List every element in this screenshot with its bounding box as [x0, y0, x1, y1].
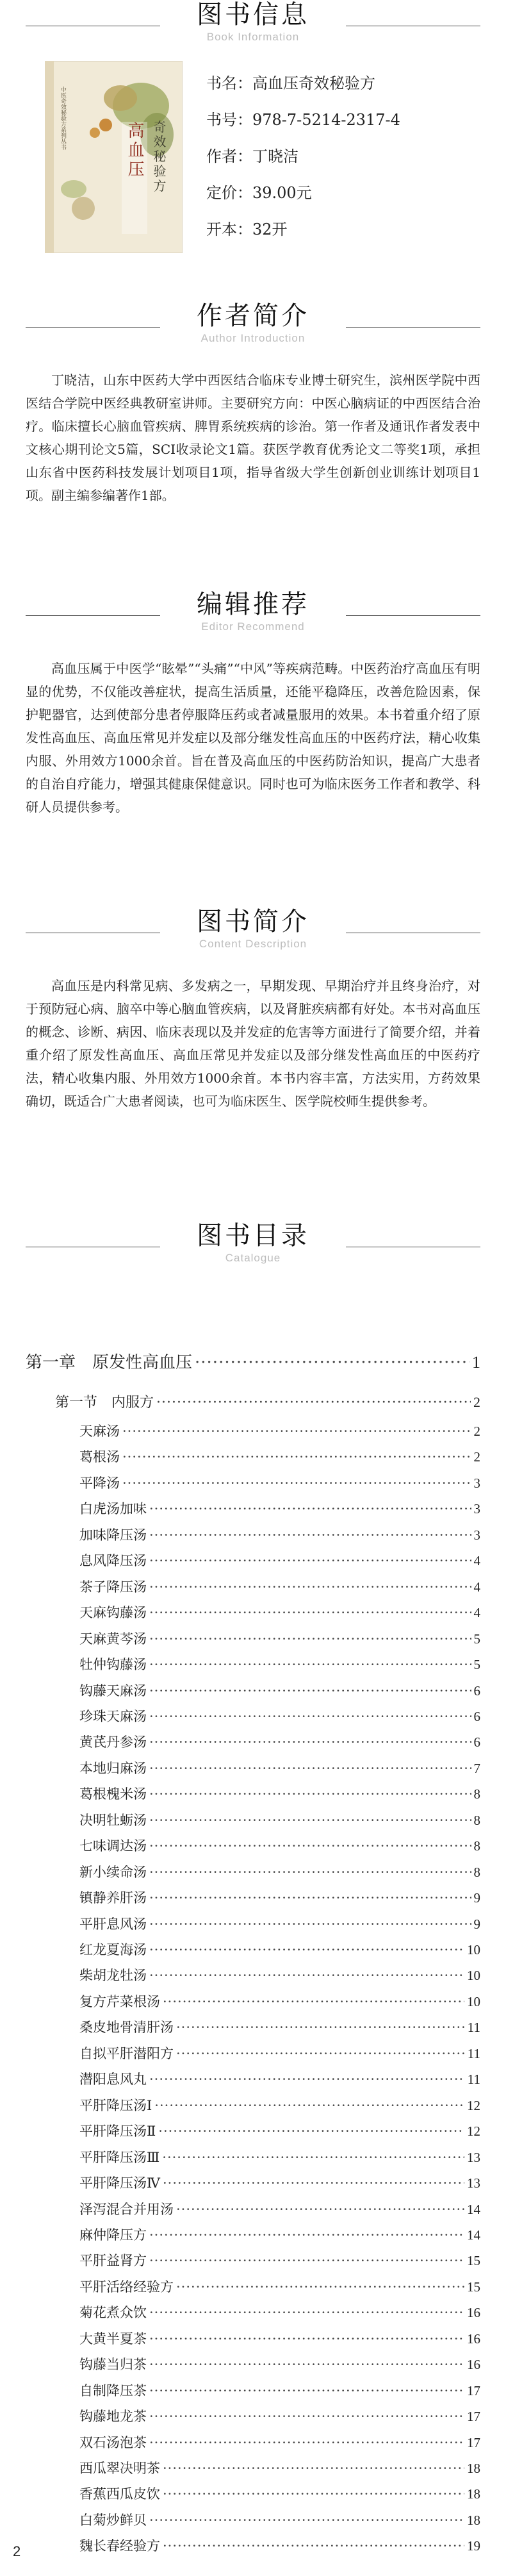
toc-entry: [79, 1602, 480, 1622]
toc-entry-page: 10: [467, 1968, 480, 1984]
toc-entry-title: 决明牡蛎汤: [79, 1812, 147, 1828]
toc-entry: [79, 2510, 480, 2529]
toc-leader-dots: [149, 1631, 471, 1647]
toc-entry: [79, 1888, 480, 1907]
toc-entry-page: 19: [467, 2538, 480, 2554]
toc-entry: [79, 2329, 480, 2348]
toc-entry-page: 3: [473, 1501, 480, 1517]
toc-entry-page: 17: [467, 2382, 480, 2398]
toc-leader-dots: [149, 1813, 471, 1828]
toc-entry-page: 11: [467, 2045, 480, 2061]
toc-entry-page: 5: [473, 1657, 480, 1673]
toc-entry-title: 镇静养肝汤: [79, 1890, 147, 1906]
toc-entry-page: 11: [467, 2072, 480, 2088]
toc-section: [55, 1392, 480, 1411]
toc-leader-dots: [149, 1890, 471, 1906]
toc-entry-page: 9: [473, 1890, 480, 1906]
toc-leader-dots: [162, 2150, 464, 2165]
section-title: 图书信息: [197, 0, 309, 29]
toc-entry-title: 平肝降压汤Ⅱ: [79, 2123, 156, 2140]
toc-entry-page: 18: [467, 2461, 480, 2476]
toc-entry-page: 18: [467, 2512, 480, 2528]
toc-entry-page: 6: [473, 1708, 480, 1724]
toc-entry: [79, 2302, 480, 2322]
toc-entry-page: 15: [467, 2253, 480, 2269]
toc-entry: [79, 1914, 480, 1933]
toc-entry-page: 4: [473, 1553, 480, 1569]
toc-entry-page: 13: [467, 2149, 480, 2165]
book-name: 书名：高血压奇效秘验方: [206, 74, 375, 92]
section-header-content: [0, 907, 506, 952]
toc-entry-page: 3: [473, 1527, 480, 1543]
toc-entry-title: 黄芪丹参汤: [79, 1734, 147, 1750]
toc-entry-title: 自拟平肝潜阳方: [79, 2045, 174, 2061]
toc-entry: [79, 2199, 480, 2218]
toc-entry-title: 钩藤当归茶: [79, 2357, 147, 2373]
toc-entry-title: 魏长春经验方: [79, 2538, 160, 2554]
toc-entry-title: 平肝降压汤Ⅰ: [79, 2097, 152, 2113]
toc-entry: [79, 1421, 480, 1440]
toc-leader-dots: [149, 1916, 471, 1932]
toc-leader-dots: [122, 1475, 471, 1491]
toc-entry: [79, 1836, 480, 1855]
book-format: 开本：32开: [206, 220, 288, 238]
toc-leader-dots: [158, 2123, 464, 2139]
book-cover-image: [45, 61, 183, 253]
toc-entry: [79, 2173, 480, 2192]
toc-entry-title: 葛根槐米汤: [79, 1786, 147, 1802]
cover-title-sub: 奇效秘验方: [151, 120, 167, 194]
toc-leader-dots: [149, 1761, 471, 1776]
section-subtitle: Catalogue: [225, 1252, 281, 1264]
section-title: 编辑推荐: [197, 590, 309, 619]
section-header-catalogue: [0, 1221, 506, 1266]
toc-entry-title: 西瓜翠决明茶: [79, 2461, 160, 2476]
section-header-editor: [0, 590, 506, 635]
toc-entry: [79, 1577, 480, 1596]
toc-entry-title: 葛根汤: [79, 1449, 120, 1465]
toc-leader-dots: [163, 2175, 464, 2191]
section-subtitle: Book Information: [206, 31, 300, 43]
toc-entry-title: 大黄半夏茶: [79, 2331, 147, 2347]
editor-recommend-text: 高血压属于中医学“眩晕”“头痛”“中风”等疾病范畴。中医药治疗高血压有明显的优势，不仅能改善症状，提高生活质量，还能平稳降压，改善危险因素，保护靶器官，达到使部分患者停服降压药或者减量服用的效果。本书着重介绍了原发性高血压、高血压常见并发症以及部分继发性高血压的中医药疗法，精心收集内服、外用效方1000余首。旨在普及高血压的中医药防治知识，提高广大患者的自治自疗能力，增强其健康保健意识。同时也可为临床医务工作者和教学、科研人员提供参考。: [26, 661, 480, 815]
toc-entry-page: 2: [473, 1449, 480, 1465]
toc-entry-title: 白菊炒鲜贝: [79, 2512, 147, 2528]
toc-entry-title: 香蕉西瓜皮饮: [79, 2486, 160, 2502]
toc-entry-title: 平肝活络经验方: [79, 2279, 174, 2295]
toc-entry-title: 复方芹菜根汤: [79, 1993, 160, 2009]
toc-leader-dots: [149, 2513, 464, 2528]
toc-entry-page: 17: [467, 2409, 480, 2425]
toc-entry-page: 6: [473, 1683, 480, 1699]
toc-entry-page: 4: [473, 1605, 480, 1621]
toc-entry-page: 12: [467, 2097, 480, 2113]
toc-chapter: [26, 1349, 480, 1373]
toc-entry: [79, 1473, 480, 1492]
toc-entry-title: 牡仲钩藤汤: [79, 1657, 147, 1673]
toc-entry: [79, 2381, 480, 2400]
toc-entry-title: 平肝益肾方: [79, 2253, 147, 2269]
toc-leader-dots: [149, 2383, 464, 2398]
toc-leader-dots: [154, 2098, 464, 2113]
toc-entry-title: 本地归麻汤: [79, 1760, 147, 1776]
toc-leader-dots: [149, 2331, 464, 2347]
toc-entry-page: 3: [473, 1475, 480, 1491]
toc-entry-title: 茶子降压汤: [79, 1579, 147, 1595]
toc-entry-title: 新小续命汤: [79, 1864, 147, 1880]
cover-title-main: 高血压: [125, 122, 144, 179]
toc-entry-title: 桑皮地骨清肝汤: [79, 2020, 174, 2036]
toc-entry-page: 4: [473, 1579, 480, 1595]
toc-entry: [79, 1681, 480, 1700]
toc-entry-page: 10: [467, 1942, 480, 1957]
toc-leader-dots: [149, 2227, 464, 2243]
toc-leader-dots: [149, 2253, 464, 2268]
toc-leader-dots: [149, 1786, 471, 1802]
toc-leader-dots: [149, 1501, 471, 1517]
toc-leader-dots: [149, 1734, 471, 1750]
toc-entry: [79, 2536, 480, 2555]
toc-entry: [79, 1706, 480, 1725]
toc-entry-title: 平降汤: [79, 1475, 120, 1491]
toc-leader-dots: [149, 1838, 471, 1854]
toc-entry-page: 18: [467, 2486, 480, 2502]
toc-entry-page: 11: [467, 2020, 480, 2036]
toc-entry: [79, 1732, 480, 1751]
toc-entry: [79, 2095, 480, 2115]
toc-leader-dots: [163, 2486, 464, 2502]
toc-entry: [79, 1629, 480, 1648]
toc-entry-title: 七味调达汤: [79, 1838, 147, 1854]
book-author: 作者：丁晓洁: [206, 147, 298, 165]
toc-leader-dots: [122, 1424, 471, 1439]
toc-entry-title: 菊花煮众饮: [79, 2305, 147, 2321]
toc-leader-dots: [149, 2072, 465, 2087]
toc-entry-page: 2: [473, 1394, 480, 1410]
toc-leader-dots: [149, 1605, 471, 1620]
toc-entry-page: 13: [467, 2175, 480, 2191]
toc-entry-title: 息风降压汤: [79, 1553, 147, 1569]
toc-leader-dots: [122, 1449, 471, 1465]
toc-entry-title: 天麻钩藤汤: [79, 1605, 147, 1621]
toc-entry-page: 6: [473, 1734, 480, 1750]
toc-leader-dots: [163, 1994, 464, 2009]
toc-entry: [79, 1810, 480, 1829]
toc-entry-page: 8: [473, 1812, 480, 1828]
toc-leader-dots: [149, 1683, 471, 1699]
toc-leader-dots: [156, 1395, 471, 1411]
toc-leader-dots: [195, 1353, 469, 1372]
toc-entry: [79, 1447, 480, 1466]
section-title: 图书目录: [197, 1221, 309, 1251]
toc-entry-page: 14: [467, 2227, 480, 2243]
toc-entry: [79, 2406, 480, 2425]
toc-leader-dots: [149, 1968, 464, 1983]
page-number: 2: [13, 2543, 21, 2559]
toc-entry: [79, 2458, 480, 2477]
toc-entry-page: 12: [467, 2123, 480, 2140]
toc-entry: [79, 1525, 480, 1544]
toc-entry: [79, 2250, 480, 2270]
section-subtitle: Editor Recommend: [201, 620, 305, 633]
toc-entry: [79, 2484, 480, 2503]
toc-entry-page: 8: [473, 1786, 480, 1802]
toc-entry-title: 麻仲降压方: [79, 2227, 147, 2243]
toc-entry-title: 钩藤天麻汤: [79, 1683, 147, 1699]
toc-entry-title: 双石汤泡茶: [79, 2434, 147, 2450]
toc-entry-title: 平肝降压汤Ⅲ: [79, 2149, 160, 2165]
book-price: 定价：39.00元: [206, 184, 312, 202]
toc-leader-dots: [149, 2435, 464, 2450]
toc-entry: [79, 1550, 480, 1570]
toc-leader-dots: [149, 2305, 464, 2320]
toc-entry-title: 天麻黄芩汤: [79, 1631, 147, 1647]
toc-entry-title: 红龙夏海汤: [79, 1942, 147, 1957]
toc-entry-page: 8: [473, 1864, 480, 1880]
toc-entry-page: 1: [472, 1353, 480, 1372]
toc-entry: [79, 1940, 480, 1959]
toc-entry-page: 17: [467, 2434, 480, 2450]
toc-entry: [79, 2277, 480, 2296]
toc-entry-page: 16: [467, 2357, 480, 2373]
toc-entry-title: 自制降压茶: [79, 2382, 147, 2398]
toc-leader-dots: [149, 1657, 471, 1672]
toc-entry: [79, 2069, 480, 2088]
toc-entry-page: 16: [467, 2305, 480, 2321]
toc-entry: [79, 1784, 480, 1803]
toc-entry: [79, 1654, 480, 1674]
toc-leader-dots: [163, 2461, 464, 2476]
toc-entry-title: 珍珠天麻汤: [79, 1708, 147, 1724]
toc-entry: [79, 2432, 480, 2452]
toc-leader-dots: [149, 1527, 471, 1543]
section-title: 图书简介: [197, 907, 309, 936]
toc-entry-title: 加味降压汤: [79, 1527, 147, 1543]
toc-leader-dots: [149, 1865, 471, 1880]
section-header-book-info: [0, 0, 506, 45]
author-intro-text: 丁晓洁，山东中医药大学中西医结合临床专业博士研究生，滨州医学院中西医结合学院中医经典教研室讲师。主要研究方向：中医心脑病证的中西医结合治疗。临床擅长心脑血管疾病、脾胃系统疾病的诊治。第一作者及通讯作者发表中文核心期刊论文5篇，SCI收录论文1篇。获医学教育优秀论文二等奖1项，承担山东省中医药科技发展计划项目1项，指导省级大学生创新创业训练计划项目1项。副主编参编著作1部。: [26, 372, 480, 503]
book-isbn: 书号：978-7-5214-2317-4: [206, 111, 400, 129]
toc-entry: [79, 2017, 480, 2036]
toc-leader-dots: [176, 2279, 464, 2295]
toc-leader-dots: [176, 2020, 465, 2035]
section-subtitle: Author Introduction: [200, 332, 306, 344]
toc-entry: [79, 1758, 480, 1777]
toc-entry-page: 16: [467, 2331, 480, 2347]
toc-entry: [79, 2121, 480, 2140]
toc-entry-title: 第一章 原发性高血压: [26, 1353, 193, 1372]
toc-entry-page: 9: [473, 1916, 480, 1932]
toc-entry-title: 天麻汤: [79, 1424, 120, 1439]
toc-entry: [79, 1862, 480, 1881]
toc-leader-dots: [176, 2202, 464, 2217]
toc-leader-dots: [149, 2409, 464, 2424]
section-title: 作者简介: [197, 301, 309, 331]
toc-leader-dots: [149, 1942, 464, 1957]
toc-entry-title: 潜阳息风丸: [79, 2072, 147, 2088]
toc-entry: [79, 2354, 480, 2373]
toc-entry-title: 平肝降压汤Ⅳ: [79, 2175, 160, 2191]
toc-entry-page: 2: [473, 1424, 480, 1439]
toc-leader-dots: [149, 1579, 471, 1595]
toc-leader-dots: [149, 1709, 471, 1724]
cover-series-text: 中医奇效秘验方系列丛书: [60, 87, 66, 150]
toc-entry-title: 白虎汤加味: [79, 1501, 147, 1517]
toc-leader-dots: [149, 2357, 464, 2372]
toc-entry-title: 柴胡龙牡汤: [79, 1968, 147, 1984]
toc-entry-page: 14: [467, 2201, 480, 2217]
toc-entry: [79, 1991, 480, 2011]
toc-entry: [79, 2225, 480, 2244]
section-subtitle: Content Description: [199, 938, 307, 950]
toc-entry: [79, 1499, 480, 1518]
toc-entry-title: 泽泻混合并用汤: [79, 2201, 174, 2217]
toc-entry-title: 第一节 内服方: [55, 1395, 154, 1411]
toc-entry-page: 10: [467, 1993, 480, 2009]
content-description-text: 高血压是内科常见病、多发病之一，早期发现、早期治疗并且终身治疗，对于预防冠心病、脑卒中等心脑血管疾病，以及肾脏疾病都有好处。本书对高血压的概念、诊断、病因、临床表现以及并发症的危害等方面进行了简要介绍，并着重介绍了原发性高血压、高血压常见并发症以及部分继发性高血压的中医药疗法，精心收集内服、外用效方1000余首。本书内容丰富，方法实用，方药效果确切，既适合广大患者阅读，也可为临床医生、医学院校师生提供参考。: [26, 978, 480, 1109]
toc-leader-dots: [149, 1553, 471, 1568]
toc-leader-dots: [163, 2538, 464, 2554]
toc-entry-page: 5: [473, 1631, 480, 1647]
toc-entry-page: 7: [473, 1760, 480, 1776]
toc-entry-page: 15: [467, 2279, 480, 2295]
toc-entry-page: 8: [473, 1838, 480, 1854]
toc-entry: [79, 1965, 480, 1984]
toc-entry-title: 钩藤地龙茶: [79, 2409, 147, 2425]
section-header-author: [0, 301, 506, 346]
toc-leader-dots: [176, 2046, 465, 2061]
toc-entry-title: 平肝息风汤: [79, 1916, 147, 1932]
toc-entry: [79, 2147, 480, 2166]
toc-entry: [79, 2043, 480, 2063]
